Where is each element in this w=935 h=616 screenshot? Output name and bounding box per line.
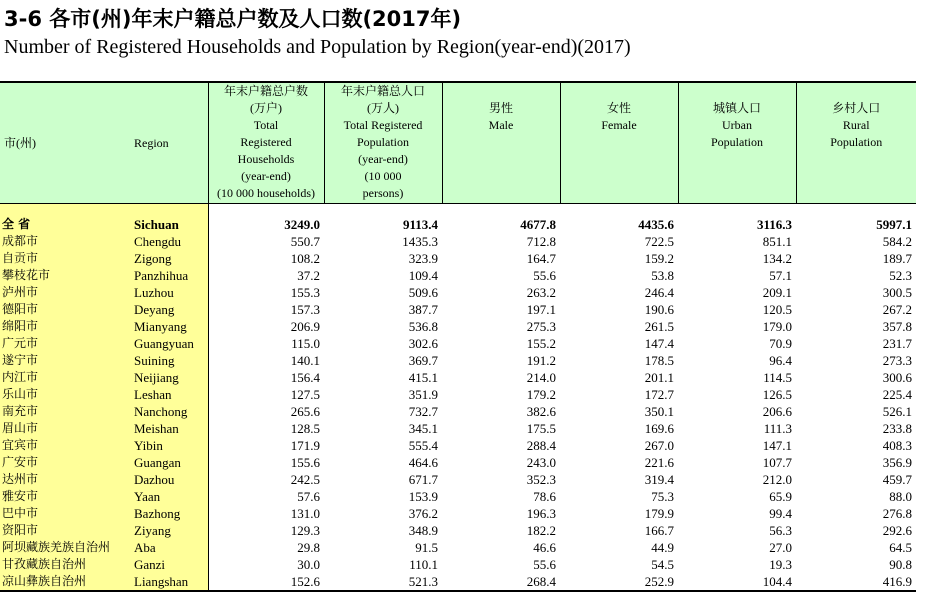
cell-urban: 96.4 (769, 353, 792, 368)
cell-male: 275.3 (526, 319, 556, 334)
region-name-cn: 成都市 (0, 233, 130, 250)
cell-male: 4677.8 (520, 217, 556, 232)
cell-pop: 555.4 (408, 438, 438, 453)
table-header-row (0, 82, 916, 204)
cell-female: 4435.6 (638, 217, 674, 232)
header-population-line: Population (356, 135, 409, 149)
cell-hh: 3249.0 (284, 217, 320, 232)
cell-pop: 369.7 (408, 353, 438, 368)
cell-hh: 152.6 (208, 573, 324, 591)
cell-urban: 3116.3 (756, 217, 792, 232)
cell-pop: 153.9 (408, 489, 438, 504)
header-households-line: 年末户籍总户数 (223, 84, 308, 98)
region-name-en: Guangan (130, 454, 208, 471)
cell-female: 261.5 (644, 319, 674, 334)
spacer-row (0, 204, 916, 217)
header-households-line: Households (237, 152, 295, 166)
cell-male: 179.2 (526, 387, 556, 402)
region-name-en: Liangshan (130, 573, 208, 591)
cell-male: 46.6 (533, 540, 556, 555)
region-name-cn: 泸州市 (0, 284, 130, 301)
cell-hh: 155.6 (290, 455, 320, 470)
region-name-cn: 自贡市 (0, 250, 130, 267)
cell-pop: 302.6 (408, 336, 438, 351)
table-row (0, 573, 916, 591)
cell-female: 54.5 (651, 557, 674, 572)
cell-hh: 155.3 (290, 285, 320, 300)
region-name-cn: 德阳市 (0, 301, 130, 318)
header-population-line: (万人) (367, 101, 399, 115)
cell-male: 78.6 (533, 489, 556, 504)
cell-rural: 356.9 (882, 455, 912, 470)
cell-rural: 189.7 (882, 251, 912, 266)
cell-male: 268.4 (442, 573, 560, 591)
table-row (0, 539, 916, 556)
cell-hh: 37.2 (297, 268, 320, 283)
table-row (0, 437, 916, 454)
header-households-line: (year-end) (241, 169, 291, 183)
region-name-en: Dazhou (130, 471, 208, 488)
cell-female: 722.5 (644, 234, 674, 249)
table-row (0, 250, 916, 267)
cell-female: 190.6 (644, 302, 674, 317)
cell-urban: 120.5 (762, 302, 792, 317)
region-name-cn: 全 省 (0, 216, 130, 233)
region-name-cn: 广安市 (0, 454, 130, 471)
cell-urban: 114.5 (763, 370, 792, 385)
cell-hh: 115.0 (291, 336, 320, 351)
statistics-table (0, 81, 916, 592)
cell-male: 288.4 (526, 438, 556, 453)
header-city-cn: 市(州) (0, 82, 130, 204)
cell-male: 382.6 (526, 404, 556, 419)
header-households-line: (万户) (250, 101, 282, 115)
table-row (0, 403, 916, 420)
header-rural-line: 乡村人口 (832, 101, 881, 115)
cell-rural: 5997.1 (876, 217, 912, 232)
region-name-en: Leshan (130, 386, 208, 403)
cell-urban: 65.9 (769, 489, 792, 504)
region-name-cn: 阿坝藏族羌族自治州 (0, 539, 130, 556)
header-population-line: persons) (362, 186, 404, 200)
cell-rural: 416.9 (796, 573, 916, 591)
region-name-cn: 南充市 (0, 403, 130, 420)
region-name-en: Neijiang (130, 369, 208, 386)
cell-urban: 57.1 (769, 268, 792, 283)
table-row (0, 556, 916, 573)
header-male (442, 82, 560, 204)
cell-pop: 345.1 (408, 421, 438, 436)
cell-male: 175.5 (526, 421, 556, 436)
header-rural-line: Rural (842, 118, 870, 132)
region-name-en: Panzhihua (130, 267, 208, 284)
cell-rural: 90.8 (889, 557, 912, 572)
cell-male: 352.3 (526, 472, 556, 487)
region-name-cn: 雅安市 (0, 488, 130, 505)
cell-urban: 27.0 (769, 540, 792, 555)
cell-male: 197.1 (526, 302, 556, 317)
cell-hh: 127.5 (290, 387, 320, 402)
cell-female: 178.5 (644, 353, 674, 368)
region-name-en: Luzhou (130, 284, 208, 301)
cell-rural: 300.6 (882, 370, 912, 385)
header-households-line: Total (253, 118, 279, 132)
region-name-en: Meishan (130, 420, 208, 437)
table-row (0, 352, 916, 369)
table-row (0, 522, 916, 539)
header-female-en: Female (601, 118, 637, 132)
cell-female: 75.3 (651, 489, 674, 504)
cell-rural: 276.8 (882, 506, 912, 521)
region-name-cn: 遂宁市 (0, 352, 130, 369)
table-row (0, 505, 916, 522)
cell-female: 221.6 (644, 455, 674, 470)
region-name-cn: 达州市 (0, 471, 130, 488)
cell-male: 55.6 (533, 268, 556, 283)
table-body (0, 216, 916, 591)
cell-male: 712.8 (526, 234, 556, 249)
cell-female: 267.0 (644, 438, 674, 453)
region-name-en: Aba (130, 539, 208, 556)
header-households-line: Registered (240, 135, 292, 149)
cell-pop: 521.3 (324, 573, 442, 591)
table-row (0, 488, 916, 505)
header-male-en: Male (488, 118, 514, 132)
cell-pop: 671.7 (408, 472, 438, 487)
region-name-cn: 攀枝花市 (0, 267, 130, 284)
cell-female: 201.1 (644, 370, 674, 385)
cell-hh: 157.3 (290, 302, 320, 317)
cell-male: 182.2 (526, 523, 556, 538)
cell-male: 263.2 (526, 285, 556, 300)
page-title-en: Number of Registered Households and Population by Region(year-end)(2017) (4, 36, 631, 58)
cell-urban: 206.6 (762, 404, 792, 419)
cell-female: 246.4 (644, 285, 674, 300)
cell-rural: 273.3 (882, 353, 912, 368)
table-row (0, 335, 916, 352)
cell-rural: 408.3 (882, 438, 912, 453)
cell-pop: 732.7 (408, 404, 438, 419)
cell-rural: 357.8 (882, 319, 912, 334)
header-urban (678, 82, 796, 204)
cell-male: 155.2 (526, 336, 556, 351)
cell-female: 319.4 (644, 472, 674, 487)
header-male-cn: 男性 (488, 101, 513, 115)
region-name-en: Ziyang (130, 522, 208, 539)
header-female (560, 82, 678, 204)
cell-female: 350.1 (644, 404, 674, 419)
cell-rural: 459.7 (882, 472, 912, 487)
cell-hh: 265.6 (290, 404, 320, 419)
region-name-cn: 甘孜藏族自治州 (0, 556, 130, 573)
cell-pop: 9113.4 (402, 217, 438, 232)
header-population-line: 年末户籍总人口 (340, 84, 425, 98)
cell-hh: 129.3 (290, 523, 320, 538)
header-rural (796, 82, 916, 204)
table-row (0, 301, 916, 318)
cell-male: 243.0 (526, 455, 556, 470)
header-population-line: (10 000 (364, 169, 402, 183)
cell-female: 172.7 (644, 387, 674, 402)
cell-urban: 19.3 (769, 557, 792, 572)
cell-pop: 536.8 (408, 319, 438, 334)
cell-male: 196.3 (526, 506, 556, 521)
table-row (0, 454, 916, 471)
region-name-en: Yibin (130, 437, 208, 454)
cell-pop: 415.1 (408, 370, 438, 385)
table-row (0, 284, 916, 301)
region-name-en: Bazhong (130, 505, 208, 522)
table-row (0, 420, 916, 437)
region-name-cn: 宜宾市 (0, 437, 130, 454)
cell-pop: 1435.3 (402, 234, 438, 249)
cell-rural: 267.2 (882, 302, 912, 317)
cell-urban: 147.1 (762, 438, 792, 453)
header-population-line: (year-end) (358, 152, 408, 166)
table-row (0, 386, 916, 403)
cell-urban: 126.5 (762, 387, 792, 402)
region-name-cn: 眉山市 (0, 420, 130, 437)
cell-female: 252.9 (560, 573, 678, 591)
region-name-cn: 广元市 (0, 335, 130, 352)
cell-male: 55.6 (533, 557, 556, 572)
cell-pop: 376.2 (408, 506, 438, 521)
header-households (208, 82, 324, 204)
cell-female: 166.7 (644, 523, 674, 538)
page-title-cn: 3-6 各市(州)年末户籍总户数及人口数(2017年) (4, 7, 462, 31)
header-population (324, 82, 442, 204)
region-name-cn: 凉山彝族自治州 (0, 573, 130, 591)
cell-male: 191.2 (526, 353, 556, 368)
cell-pop: 509.6 (408, 285, 438, 300)
cell-rural: 584.2 (882, 234, 912, 249)
cell-male: 214.0 (526, 370, 556, 385)
cell-rural: 526.1 (882, 404, 912, 419)
cell-hh: 29.8 (297, 540, 320, 555)
cell-hh: 128.5 (290, 421, 320, 436)
cell-hh: 242.5 (290, 472, 320, 487)
cell-hh: 171.9 (290, 438, 320, 453)
region-name-en: Suining (130, 352, 208, 369)
cell-urban: 209.1 (762, 285, 792, 300)
cell-urban: 111.3 (763, 421, 792, 436)
region-name-en: Sichuan (130, 216, 208, 233)
region-name-en: Ganzi (130, 556, 208, 573)
cell-rural: 231.7 (882, 336, 912, 351)
cell-rural: 88.0 (889, 489, 912, 504)
region-name-en: Deyang (130, 301, 208, 318)
cell-pop: 323.9 (408, 251, 438, 266)
cell-rural: 292.6 (882, 523, 912, 538)
cell-urban: 134.2 (762, 251, 792, 266)
table-row (0, 216, 916, 233)
cell-pop: 387.7 (408, 302, 438, 317)
header-urban-line: Urban (722, 118, 752, 132)
cell-female: 44.9 (651, 540, 674, 555)
cell-hh: 140.1 (290, 353, 320, 368)
table-row (0, 318, 916, 335)
cell-pop: 348.9 (408, 523, 438, 538)
region-name-cn: 巴中市 (0, 505, 130, 522)
header-urban-line: Population (710, 135, 763, 149)
region-name-en: Mianyang (130, 318, 208, 335)
table-row (0, 267, 916, 284)
cell-hh: 156.4 (290, 370, 320, 385)
cell-hh: 131.0 (290, 506, 320, 521)
cell-female: 179.9 (644, 506, 674, 521)
region-name-en: Nanchong (130, 403, 208, 420)
cell-hh: 30.0 (297, 557, 320, 572)
header-population-line: Total Registered (343, 118, 423, 132)
cell-hh: 550.7 (290, 234, 320, 249)
cell-rural: 225.4 (882, 387, 912, 402)
header-households-line: (10 000 households) (217, 186, 315, 200)
region-name-cn: 内江市 (0, 369, 130, 386)
cell-hh: 108.2 (290, 251, 320, 266)
cell-hh: 206.9 (290, 319, 320, 334)
table-row (0, 233, 916, 250)
cell-female: 147.4 (644, 336, 674, 351)
cell-female: 53.8 (651, 268, 674, 283)
region-name-en: Zigong (130, 250, 208, 267)
cell-pop: 110.1 (409, 557, 438, 572)
region-name-en: Guangyuan (130, 335, 208, 352)
cell-female: 159.2 (644, 251, 674, 266)
cell-urban: 56.3 (769, 523, 792, 538)
region-name-cn: 绵阳市 (0, 318, 130, 335)
cell-urban: 70.9 (769, 336, 792, 351)
region-name-cn: 乐山市 (0, 386, 130, 403)
cell-urban: 212.0 (762, 472, 792, 487)
cell-pop: 351.9 (408, 387, 438, 402)
header-female-cn: 女性 (606, 101, 631, 115)
cell-urban: 104.4 (678, 573, 796, 591)
cell-hh: 57.6 (297, 489, 320, 504)
region-name-en: Yaan (130, 488, 208, 505)
header-urban-line: 城镇人口 (712, 101, 761, 115)
cell-rural: 300.5 (882, 285, 912, 300)
cell-pop: 464.6 (408, 455, 438, 470)
region-name-cn: 资阳市 (0, 522, 130, 539)
table-row (0, 369, 916, 386)
cell-pop: 109.4 (408, 268, 438, 283)
cell-rural: 64.5 (889, 540, 912, 555)
cell-male: 164.7 (526, 251, 556, 266)
cell-urban: 99.4 (769, 506, 792, 521)
cell-female: 169.6 (644, 421, 674, 436)
cell-pop: 91.5 (415, 540, 438, 555)
region-name-en: Chengdu (130, 233, 208, 250)
cell-urban: 851.1 (762, 234, 792, 249)
cell-rural: 52.3 (889, 268, 912, 283)
table-row (0, 471, 916, 488)
header-region-en: Region (130, 82, 208, 204)
header-rural-line: Population (830, 135, 883, 149)
cell-rural: 233.8 (882, 421, 912, 436)
cell-urban: 179.0 (762, 319, 792, 334)
cell-urban: 107.7 (762, 455, 792, 470)
